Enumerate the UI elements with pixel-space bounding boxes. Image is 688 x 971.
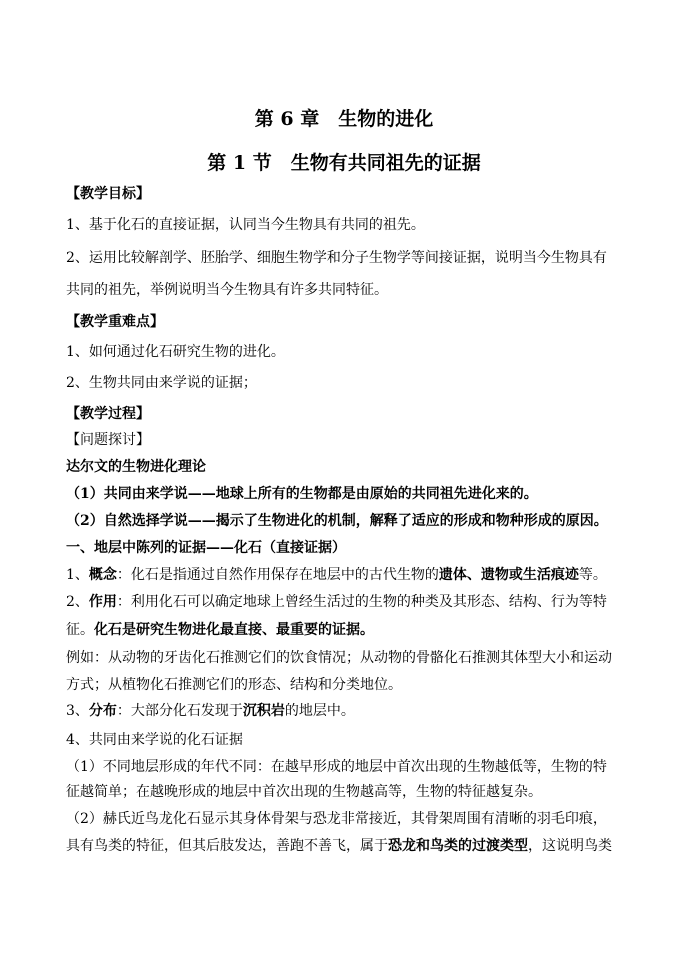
concept-text: ：化石是指通过自然作用保存在地层中的古代生物的 [116,567,439,583]
concept-emphasis: 遗体、遗物或生活痕迹 [438,567,579,583]
dist-label: 分布 [88,703,117,719]
example-line-1: 例如：从动物的牙齿化石推测它们的饮食情况；从动物的骨骼化石推测其体型大小和运动 [66,650,612,666]
evidence-1-line-2: 征越简单；在越晚形成的地层中首次出现的生物越高等，生物的特征越复杂。 [66,784,542,800]
goal-2-line-2: 共同的祖先，举例说明当今生物具有许多共同特征。 [66,282,388,298]
concept-number: 1、 [66,567,89,583]
ev2-emphasis: 恐龙和鸟类的过渡类型 [388,838,528,854]
example-line-2: 方式；从植物化石推测它们的形态、结构和分类地位。 [66,677,402,693]
fossil-use-line-1 [66,592,626,612]
natural-selection-theory: （2）自然选择学说——揭示了生物进化的机制，解释了适应的形成和物种形成的原因。 [66,513,608,529]
ev2-end: ，这说明鸟类 [528,838,612,854]
use-text: ：利用化石可以确定地球上曾经生活过的生物的种类及其形态、结构、行为等特 [116,594,607,610]
part-1-heading: 一、地层中陈列的证据——化石（直接证据） [66,540,346,556]
use-text-2: 征。 [66,622,94,638]
darwin-theory-heading: 达尔文的生物进化理论 [66,459,206,475]
fossil-evidence-heading: 4、共同由来学说的化石证据 [66,732,243,748]
ev2-text: 具有鸟类的特征，但其后肢发达，善跑不善飞，属于 [66,838,388,854]
chapter-title: 第 6 章 生物的进化 [254,108,434,130]
heading-teaching-process: 【教学过程】 [66,406,150,422]
dist-text: ：大部分化石发现于 [116,703,243,719]
use-emphasis: 化石是研究生物进化最直接、最重要的证据。 [94,622,374,638]
fossil-distribution [66,701,626,721]
common-descent-theory: （1）共同由来学说——地球上所有的生物都是由原始的共同祖先进化来的。 [66,486,538,502]
concept-label: 概念 [88,567,117,583]
dist-number: 3、 [66,703,89,719]
heading-key-points: 【教学重难点】 [66,314,164,330]
section-title: 第 1 节 生物有共同祖先的证据 [207,152,481,174]
fossil-concept [66,565,626,585]
evidence-2-line-1: （2）赫氏近鸟龙化石显示其身体骨架与恐龙非常接近，其骨架周围有清晰的羽毛印痕， [66,811,607,827]
fossil-use-line-2 [66,620,626,640]
key-point-2: 2、生物共同由来学说的证据； [66,375,257,391]
evidence-1-line-1: （1）不同地层形成的年代不同：在越早形成的地层中首次出现的生物越低等，生物的特 [66,759,607,775]
heading-teaching-goals: 【教学目标】 [66,186,150,202]
dist-emphasis: 沉积岩 [242,703,285,719]
use-number: 2、 [66,594,89,610]
concept-end: 等。 [578,567,607,583]
goal-1: 1、基于化石的直接证据，认同当今生物具有共同的祖先。 [66,217,425,233]
goal-2-line-1: 2、运用比较解剖学、胚胎学、细胞生物学和分子生物学等间接证据，说明当今生物具有 [66,250,607,266]
evidence-2-line-2 [66,836,626,856]
dist-end: 的地层中。 [284,703,355,719]
key-point-1: 1、如何通过化石研究生物的进化。 [66,344,285,360]
use-label: 作用 [88,594,117,610]
heading-problem-exploration: 【问题探讨】 [66,432,150,448]
